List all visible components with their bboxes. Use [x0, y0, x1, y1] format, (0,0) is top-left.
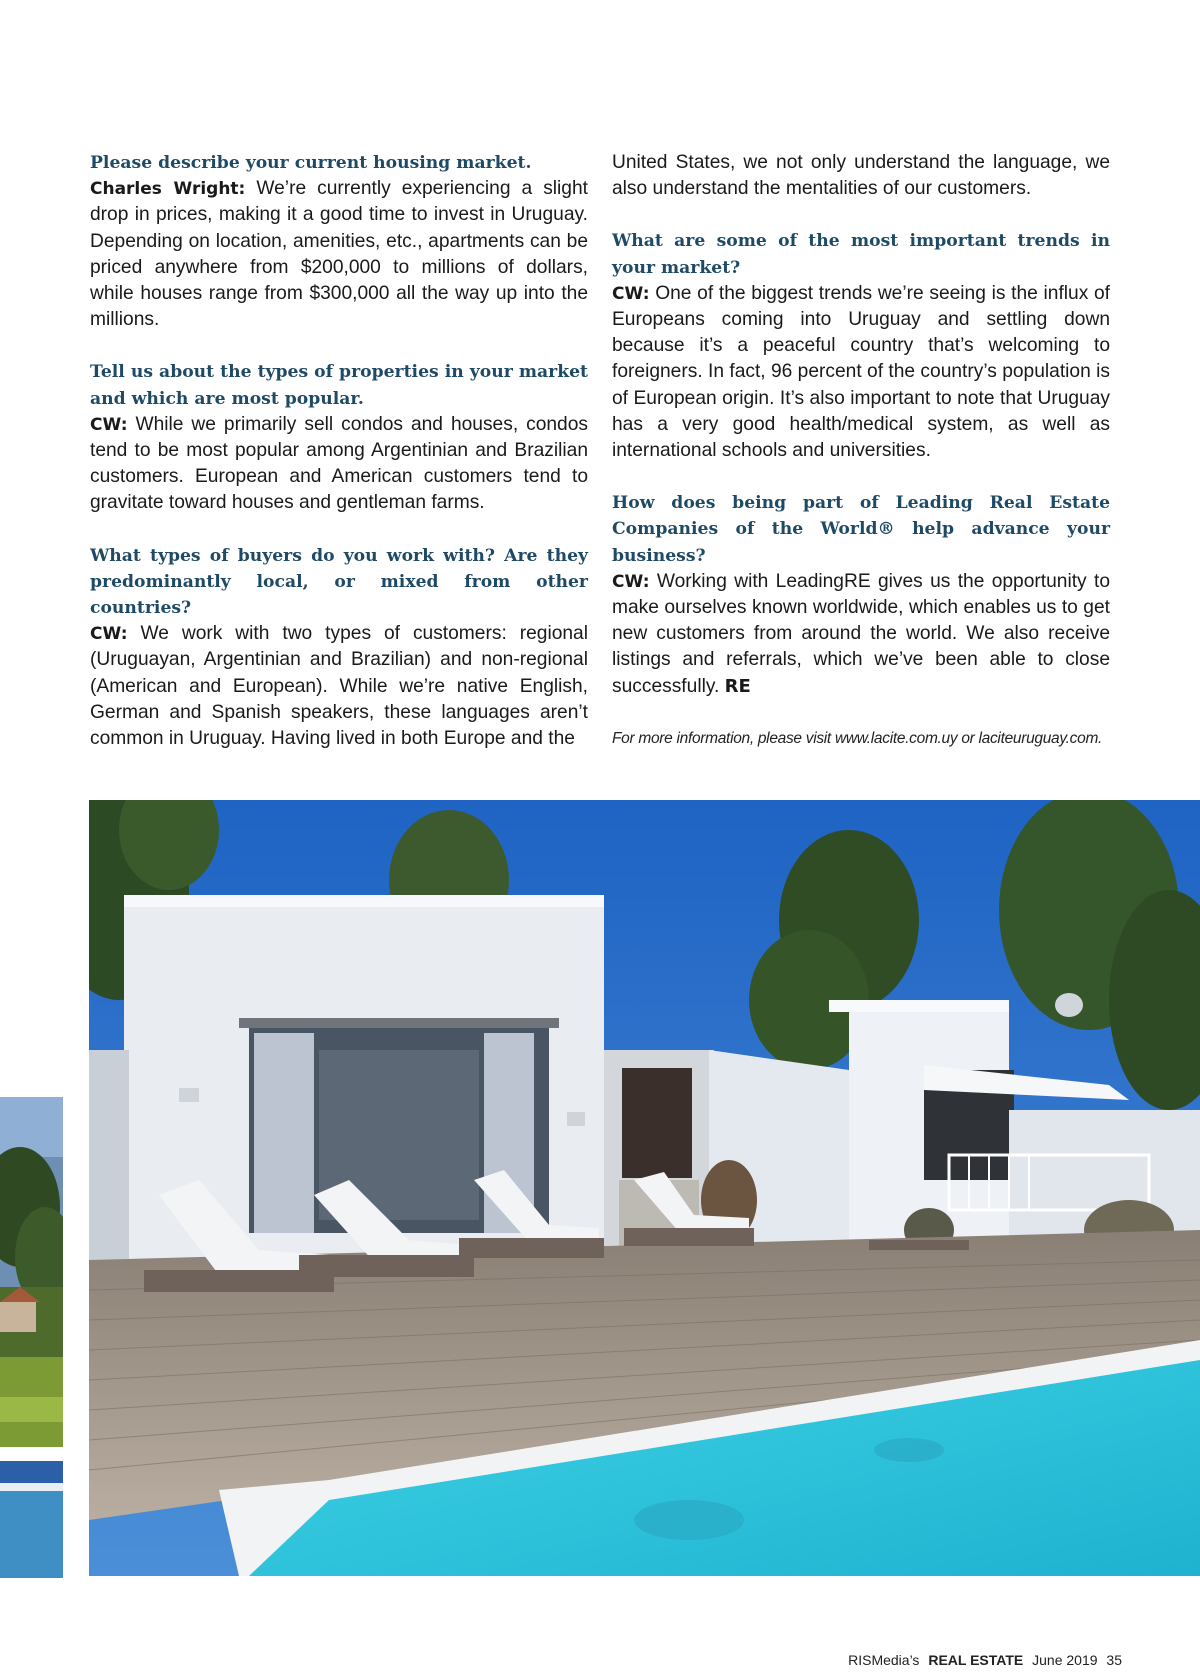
left-column [90, 150, 588, 778]
page-number: 35 [1106, 1652, 1122, 1668]
answer-text: Working with LeadingRE gives us the opportunity to make ourselves known worldwide, which enables us to get new customers from around the world. We also receive listings and referrals, which we’ve been able to close successfully. [612, 570, 1110, 697]
answer-text: One of the biggest trends we’re seeing is the influx of Europeans coming into Uruguay and settling down because it’s a peaceful country that’s welcoming to foreigners. In fact, 96 percent of the country’s population is of European origin. It’s also important to note that Uruguay has a very good health/medical system, as well as international schools and universities. [612, 282, 1110, 462]
speaker-initials: CW: [90, 624, 128, 645]
answer-property-types [90, 412, 588, 517]
question-market-trends: What are some of the most important trends in your market? [612, 231, 1110, 278]
more-info-line: For more information, please visit www.lacite.com.uy or laciteuruguay.com. [612, 729, 1103, 747]
answer-buyer-types-continued: United States, we not only understand the language, we also understand the mentalities of our customers. [612, 152, 1110, 200]
question-housing-market: Please describe your current housing market. [90, 153, 532, 173]
question-leadingre: How does being part of Leading Real Estate Companies of the World® help advance your business? [612, 493, 1110, 566]
footer-publisher: RISMedia’s [848, 1652, 920, 1668]
speaker-name: Charles Wright: [90, 179, 246, 200]
answer-leadingre [612, 569, 1110, 700]
page-footer [848, 1652, 1122, 1668]
answer-text: While we primarily sell condos and houses, condos tend to be most popular among Argentinian and Brazilian customers. European and American customers tend to gravitate toward houses and gentleman farms. [90, 413, 588, 514]
answer-market-trends [612, 281, 1110, 464]
footer-issue: June 2019 [1032, 1652, 1098, 1668]
answer-text: We’re currently experiencing a slight drop in prices, making it a good time to invest in Uruguay. Depending on location, amenities, etc., apartments can be priced anywhere from $200,000 to millions of dollars, while houses range from $300,000 all the way up into the millions. [90, 178, 588, 331]
speaker-initials: CW: [612, 571, 650, 592]
question-property-types: Tell us about the types of properties in your market and which are most popular. [90, 362, 588, 409]
answer-buyer-types [90, 621, 588, 752]
end-mark: RE [724, 675, 751, 697]
main-photo [89, 800, 1200, 1576]
side-photo [0, 1097, 63, 1578]
right-column [612, 150, 1110, 768]
footer-magazine: REAL ESTATE [928, 1652, 1024, 1668]
speaker-initials: CW: [612, 283, 650, 304]
answer-text: We work with two types of customers: regional (Uruguayan, Argentinian and Brazilian) and non-regional (American and European). While we’re native English, German and Spanish speakers, these languages aren’t common in Uruguay. Having lived in both Europe and the [90, 623, 588, 750]
question-buyer-types: What types of buyers do you work with? Are they predominantly local, or mixed from other countries? [90, 545, 588, 619]
speaker-initials: CW: [90, 414, 128, 435]
answer-housing-market [90, 176, 588, 333]
